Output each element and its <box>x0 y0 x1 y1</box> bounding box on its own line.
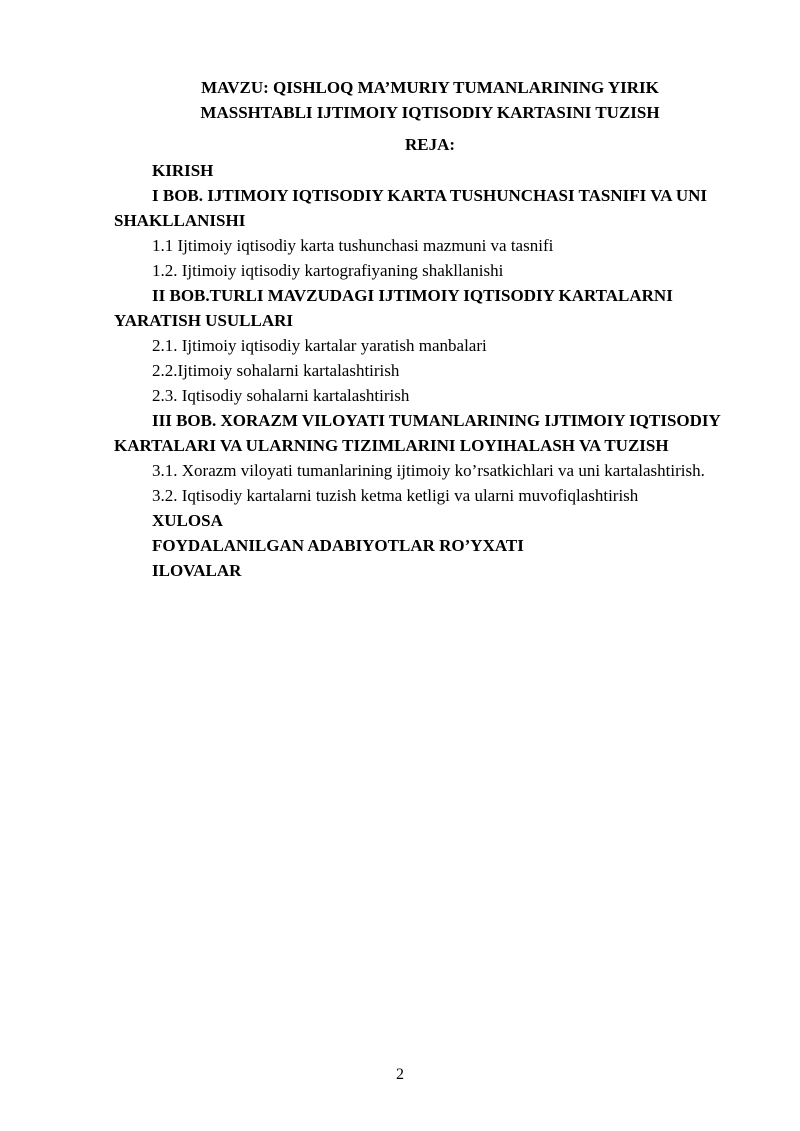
title-line-2: MASSHTABLI IJTIMOIY IQTISODIY KARTASINI TUZISH <box>200 103 660 122</box>
toc-entry: ILOVALAR <box>152 561 242 580</box>
toc-entry: KIRISH <box>152 161 214 180</box>
title-line-1: MAVZU: QISHLOQ MA’MURIY TUMANLARINING YIRIK <box>201 78 659 97</box>
toc-entry: 3.2. Iqtisodiy kartalarni tuzish ketma ketligi va ularni muvofiqlashtirish <box>152 486 639 505</box>
toc-entry: 3.1. Xorazm viloyati tumanlarining ijtimoiy ko’rsatkichlari va uni kartalashtirish. <box>152 461 705 480</box>
toc-entry: I BOB. IJTIMOIY IQTISODIY KARTA TUSHUNCHASI TASNIFI VA UNI SHAKLLANISHI <box>114 186 708 230</box>
toc-entry: XULOSA <box>152 511 223 530</box>
toc-entry: 2.3. Iqtisodiy sohalarni kartalashtirish <box>152 386 410 405</box>
toc-entry: 2.1. Ijtimoiy iqtisodiy kartalar yaratish manbalari <box>152 336 487 355</box>
toc-entry: FOYDALANILGAN ADABIYOTLAR RO’YXATI <box>152 536 524 555</box>
page-number: 2 <box>396 1066 404 1083</box>
toc-entry: 2.2.Ijtimoiy sohalarni kartalashtirish <box>152 361 400 380</box>
toc-entry: 1.2. Ijtimoiy iqtisodiy kartografiyaning shakllanishi <box>152 261 504 280</box>
toc-entry: 1.1 Ijtimoiy iqtisodiy karta tushunchasi mazmuni va tasnifi <box>152 236 554 255</box>
table-of-contents <box>114 158 744 583</box>
toc-entry: II BOB.TURLI MAVZUDAGI IJTIMOIY IQTISODIY KARTALARNI YARATISH USULLARI <box>114 286 673 330</box>
plan-heading: REJA: <box>404 135 456 154</box>
toc-entry: III BOB. XORAZM VILOYATI TUMANLARINING IJTIMOIY IQTISODIY KARTALARI VA ULARNING TIZIMLARINI LOYIHALASH VA TUZISH <box>114 411 721 455</box>
